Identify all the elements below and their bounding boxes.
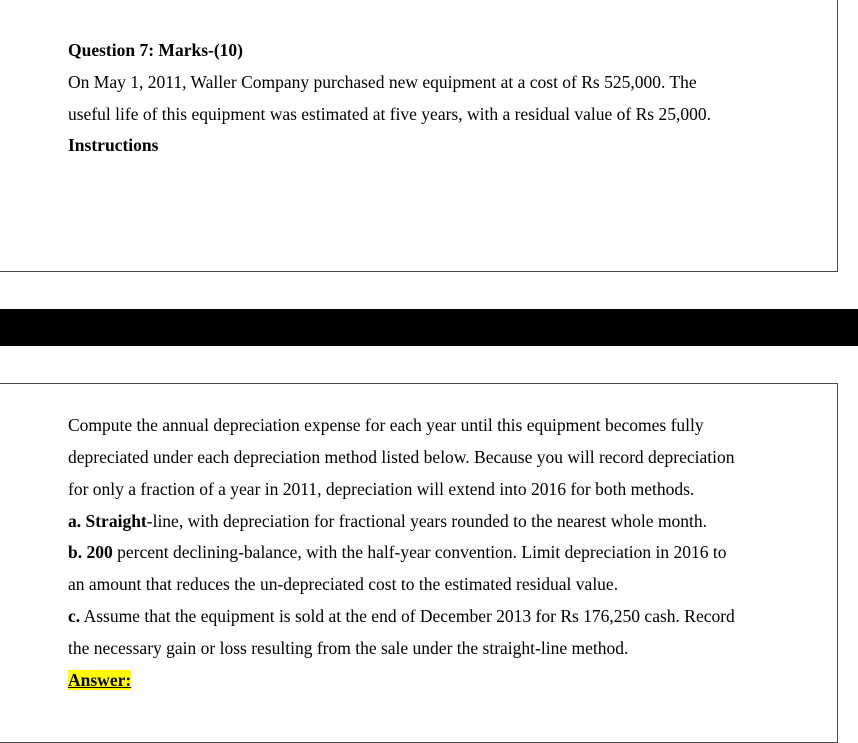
item-a-text: -line, with depreciation for fractional years rounded to the nearest whole month. — [146, 511, 708, 531]
instructions-line-3: for only a fraction of a year in 2011, depreciation will extend into 2016 for both methods. — [68, 479, 695, 499]
item-c-label: c. — [68, 606, 81, 626]
item-b-continuation: an amount that reduces the un-depreciated cost to the estimated residual value. — [68, 574, 619, 594]
answer-label: Answer: — [68, 670, 132, 690]
item-a — [68, 511, 707, 531]
item-c — [68, 606, 735, 626]
instructions-line-2: depreciated under each depreciation method listed below. Because you will record depreciation — [68, 447, 735, 467]
item-a-label: a. Straight — [68, 511, 147, 531]
question-heading: Question 7: Marks-(10) — [68, 40, 243, 60]
item-b-text: percent declining-balance, with the half-year convention. Limit depreciation in 2016 to — [112, 542, 727, 562]
black-separator-band — [0, 309, 858, 346]
item-c-text: Assume that the equipment is sold at the end of December 2013 for Rs 176,250 cash. Record — [80, 606, 735, 626]
answer-label-row — [68, 670, 131, 690]
instructions-label: Instructions — [68, 135, 159, 155]
question-intro-line-1: On May 1, 2011, Waller Company purchased new equipment at a cost of Rs 525,000. The — [68, 72, 697, 92]
instructions-line-1: Compute the annual depreciation expense for each year until this equipment becomes fully — [68, 415, 704, 435]
item-b — [68, 542, 726, 562]
item-c-continuation: the necessary gain or loss resulting from the sale under the straight-line method. — [68, 638, 629, 658]
question-intro-line-2: useful life of this equipment was estimated at five years, with a residual value of Rs 25,000. — [68, 104, 711, 124]
item-b-label: b. 200 — [68, 542, 113, 562]
